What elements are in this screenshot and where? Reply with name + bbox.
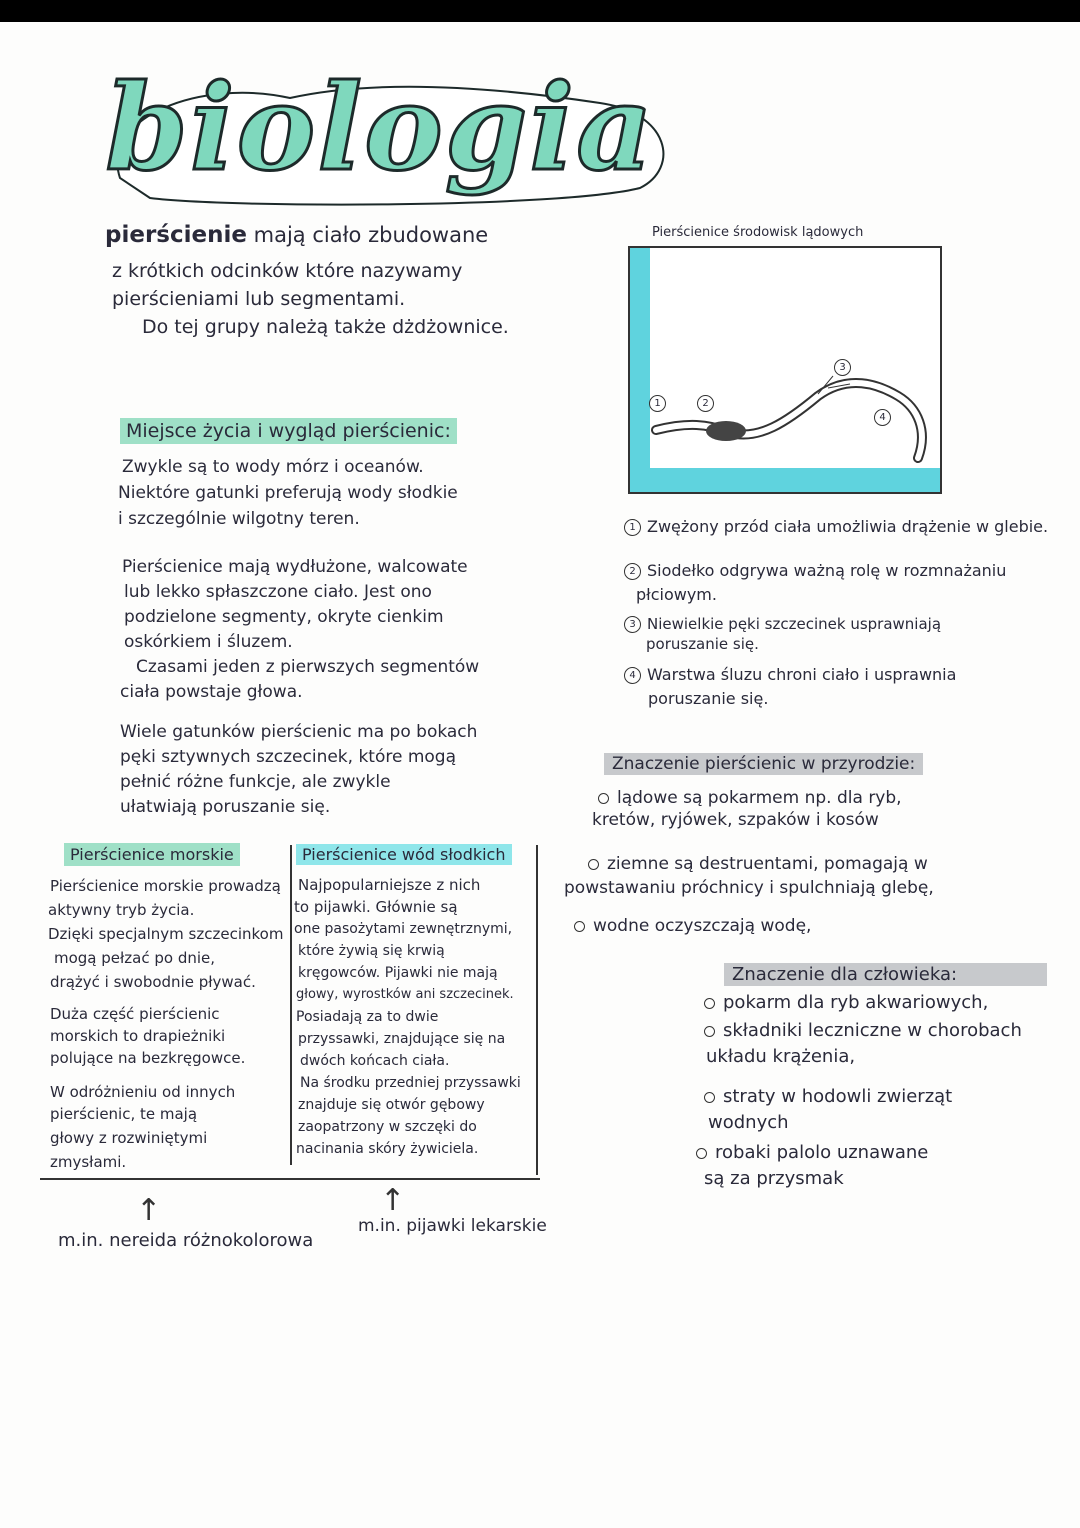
- bullet-icon: [704, 1026, 715, 1037]
- human-heading: [724, 962, 1047, 987]
- freshwater-line: nacinania skóry żywiciela.: [296, 1141, 479, 1157]
- habitat-p2-line: ciała powstaje głowa.: [120, 682, 303, 702]
- bullet-icon: [696, 1148, 707, 1159]
- nature-heading-text: Znaczenie pierścienic w przyrodzie:: [604, 753, 923, 775]
- note-4-cont: poruszanie się.: [648, 689, 769, 708]
- marine-heading-text: Pierścienice morskie: [64, 843, 240, 866]
- column-right-border: [536, 845, 538, 1175]
- scan-top-border: [0, 0, 1080, 22]
- nature-item-text: wodne oczyszczają wodę,: [593, 916, 812, 936]
- human-item-text: składniki leczniczne w chorobach: [723, 1020, 1022, 1041]
- human-item-cont: są za przysmak: [704, 1168, 844, 1189]
- bullet-icon: [704, 998, 715, 1009]
- freshwater-line: Najpopularniejsze z nich: [298, 876, 481, 894]
- freshwater-heading-text: Pierścienice wód słodkich: [296, 844, 512, 865]
- nature-item-text: ziemne są destruentami, pomagają w: [607, 854, 928, 874]
- nature-item: [588, 852, 928, 877]
- freshwater-line: Posiadają za to dwie: [296, 1009, 439, 1025]
- freshwater-line: zaopatrzony w szczęki do: [298, 1119, 477, 1135]
- note-num: 2: [624, 563, 641, 580]
- note-num: 4: [624, 667, 641, 684]
- note-text: Warstwa śluzu chroni ciało i usprawnia: [647, 665, 957, 684]
- arrow-up-icon: ↑: [380, 1183, 406, 1218]
- freshwater-line: głowy, wyrostków ani szczecinek.: [296, 987, 514, 1002]
- freshwater-line: które żywią się krwią: [298, 943, 445, 959]
- freshwater-line: kręgowców. Pijawki nie mają: [298, 965, 498, 981]
- note-4: [624, 662, 956, 687]
- note-text: Niewielkie pęki szczecinek usprawniają: [647, 615, 942, 633]
- column-divider: [290, 845, 292, 1165]
- human-item-text: pokarm dla ryb akwariowych,: [723, 992, 989, 1013]
- freshwater-line: przyssawki, znajdujące się na: [298, 1031, 506, 1047]
- freshwater-line: znajduje się otwór gębowy: [298, 1097, 485, 1113]
- marine-p1-line: mogą pełzać po dnie,: [54, 949, 216, 967]
- intro-text: mają ciało zbudowane: [253, 223, 489, 247]
- habitat-p1-line: i szczególnie wilgotny teren.: [118, 509, 360, 529]
- intro-bold-word: pierścienie: [105, 222, 247, 248]
- human-item-cont: układu krążenia,: [706, 1046, 856, 1067]
- note-3-cont: poruszanie się.: [646, 635, 759, 653]
- diagram-title: Pierścienice środowisk lądowych: [652, 225, 864, 240]
- note-text: Zwężony przód ciała umożliwia drążenie w glebie.: [647, 517, 1049, 536]
- habitat-heading-text: Miejsce życia i wygląd pierścienic:: [120, 418, 457, 444]
- label-3-circle: 3: [834, 359, 851, 376]
- habitat-p2-line: oskórkiem i śluzem.: [124, 632, 293, 652]
- nature-item-text: lądowe są pokarmem np. dla ryb,: [617, 788, 902, 808]
- marine-p3-line: W odróżnieniu od innych: [50, 1083, 236, 1101]
- bullet-icon: [588, 859, 599, 870]
- title-text: biologia: [105, 58, 655, 197]
- freshwater-line: to pijawki. Głównie są: [294, 898, 458, 916]
- habitat-p2-line: Czasami jeden z pierwszych segmentów: [136, 657, 480, 677]
- diagram-label-4: [874, 404, 897, 429]
- marine-p3-line: zmysłami.: [50, 1153, 127, 1171]
- marine-p2-line: Duża część pierścienic: [50, 1005, 220, 1023]
- nature-item: [574, 914, 811, 939]
- marine-p1-line: Dzięki specjalnym szczecinkom: [48, 925, 284, 943]
- marine-p3-line: pierścienic, te mają: [50, 1105, 198, 1123]
- diagram-label-3: [834, 354, 857, 379]
- label-2-circle: 2: [697, 395, 714, 412]
- marine-p1-line: aktywny tryb życia.: [48, 901, 195, 919]
- bullet-icon: [598, 793, 609, 804]
- human-item-text: straty w hodowli zwierząt: [723, 1086, 953, 1107]
- label-1-circle: 1: [649, 395, 666, 412]
- freshwater-line: Na środku przedniej przyssawki: [300, 1075, 521, 1091]
- columns-bottom-rule: [40, 1178, 540, 1180]
- habitat-p3-line: pęki sztywnych szczecinek, które mogą: [120, 747, 457, 767]
- freshwater-example: m.in. pijawki lekarskie: [358, 1216, 547, 1236]
- human-item: [704, 990, 988, 1015]
- human-item-cont: wodnych: [708, 1112, 789, 1133]
- bullet-icon: [704, 1092, 715, 1103]
- habitat-p3-line: ułatwiają poruszanie się.: [120, 797, 331, 817]
- freshwater-line: one pasożytami zewnętrznymi,: [294, 921, 513, 937]
- earthworm-diagram: [628, 246, 942, 494]
- marine-p2-line: morskich to drapieżniki: [50, 1027, 226, 1045]
- diagram-label-1: [649, 390, 672, 415]
- human-item: [704, 1084, 952, 1109]
- note-1: [624, 514, 1048, 539]
- intro-line-1: [105, 222, 488, 249]
- marine-p2-line: polujące na bezkręgowce.: [50, 1049, 246, 1067]
- habitat-p2-line: lub lekko spłaszczone ciało. Jest ono: [124, 582, 432, 602]
- note-num: 3: [624, 616, 641, 633]
- intro-line-2: z krótkich odcinków które nazywamy: [112, 260, 463, 282]
- habitat-heading: [120, 418, 457, 445]
- human-item: [696, 1140, 928, 1165]
- label-4-circle: 4: [874, 409, 891, 426]
- marine-p1-line: Pierścienice morskie prowadzą: [50, 877, 281, 895]
- freshwater-heading: [296, 842, 512, 867]
- nature-item-cont: powstawaniu próchnicy i spulchniają glebę,: [564, 878, 934, 898]
- marine-heading: [64, 842, 240, 867]
- habitat-p2-line: podzielone segmenty, okryte cienkim: [124, 607, 444, 627]
- diagram-label-2: [697, 390, 720, 415]
- freshwater-line: dwóch końcach ciała.: [300, 1053, 450, 1069]
- human-heading-text: Znaczenie dla człowieka:: [724, 963, 1047, 986]
- marine-p1-line: drążyć i swobodnie pływać.: [50, 973, 256, 991]
- note-text: Siodełko odgrywa ważną rolę w rozmnażaniu: [647, 561, 1007, 580]
- habitat-p3-line: pełnić różne funkcje, ale zwykle: [120, 772, 391, 792]
- nature-heading: [604, 752, 923, 777]
- page-title: [80, 58, 680, 218]
- intro-line-3: pierścieniami lub segmentami.: [112, 288, 406, 310]
- habitat-p1-line: Niektóre gatunki preferują wody słodkie: [118, 483, 458, 503]
- habitat-p1-line: Zwykle są to wody mórz i oceanów.: [122, 457, 424, 477]
- note-2: [624, 558, 1006, 583]
- marine-p3-line: głowy z rozwiniętymi: [50, 1129, 208, 1147]
- arrow-up-icon: ↑: [136, 1193, 162, 1228]
- human-item-text: robaki palolo uznawane: [715, 1142, 929, 1163]
- note-num: 1: [624, 519, 641, 536]
- human-item: [704, 1018, 1022, 1043]
- habitat-p2-line: Pierścienice mają wydłużone, walcowate: [122, 557, 468, 577]
- nature-item-cont: kretów, ryjówek, szpaków i kosów: [592, 810, 879, 830]
- bullet-icon: [574, 921, 585, 932]
- marine-example: m.in. nereida różnokolorowa: [58, 1230, 314, 1251]
- habitat-p3-line: Wiele gatunków pierścienic ma po bokach: [120, 722, 478, 742]
- note-2-cont: płciowym.: [636, 585, 717, 604]
- intro-line-4: Do tej grupy należą także dżdżownice.: [142, 316, 509, 338]
